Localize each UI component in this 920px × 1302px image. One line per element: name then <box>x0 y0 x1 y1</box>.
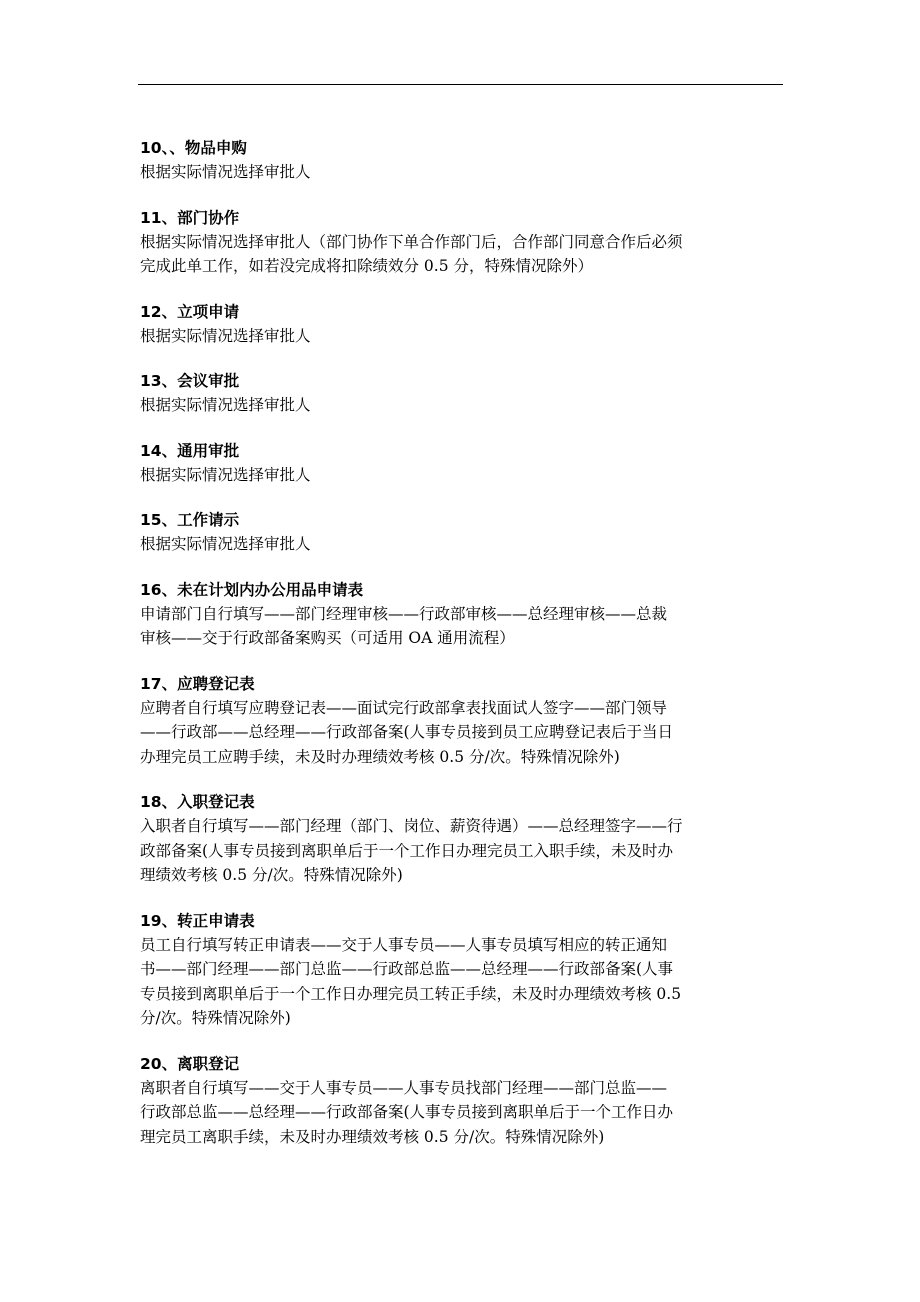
header-rule <box>138 84 783 85</box>
section-13 <box>140 369 785 418</box>
document-body <box>140 136 785 1170</box>
section-title: 15、工作请示 <box>140 511 240 529</box>
section-title: 19、转正申请表 <box>140 911 255 930</box>
text-line: 专员接到离职单后于一个工作日办理完员工转正手续，未及时办理绩效考核 0.5 <box>140 984 682 1003</box>
section-title: 18、入职登记表 <box>140 793 255 811</box>
section-text <box>140 160 785 185</box>
text-line: 完成此单工作，如若没完成将扣除绩效分 0.5 分，特殊情况除外） <box>140 257 594 275</box>
section-text <box>140 324 785 349</box>
section-18 <box>140 790 785 888</box>
section-title: 20、离职登记 <box>140 1054 240 1073</box>
section-title: 14、通用审批 <box>140 441 240 460</box>
section-text <box>140 696 785 770</box>
text-line: 应聘者自行填写应聘登记表——面试完行政部拿表找面试人签字——部门领导 <box>140 698 668 717</box>
section-19 <box>140 909 785 1031</box>
section-text <box>140 532 785 557</box>
section-title: 12、立项申请 <box>140 302 240 321</box>
text-line: 申请部门自行填写——部门经理审核——行政部审核——总经理审核——总裁 <box>140 604 668 623</box>
text-line: 根据实际情况选择审批人 <box>140 465 311 484</box>
text-line: 办理完员工应聘手续，未及时办理绩效考核 0.5 分/次。特殊情况除外) <box>140 747 620 766</box>
section-10 <box>140 136 785 185</box>
section-title: 11、部门协作 <box>140 208 240 227</box>
section-title: 17、应聘登记表 <box>140 674 255 693</box>
section-text <box>140 933 785 1031</box>
section-text <box>140 602 785 651</box>
text-line: 根据实际情况选择审批人 <box>140 326 311 345</box>
text-line: 根据实际情况选择审批人 <box>140 535 311 553</box>
text-line: 根据实际情况选择审批人 <box>140 396 311 414</box>
text-line: 根据实际情况选择审批人（部门协作下单合作部门后，合作部门同意合作后必须 <box>140 232 683 251</box>
text-line: 离职者自行填写——交于人事专员——人事专员找部门经理——部门总监—— <box>140 1078 668 1097</box>
section-15 <box>140 508 785 557</box>
section-title: 16、未在计划内办公用品申请表 <box>140 580 364 599</box>
section-20 <box>140 1052 785 1150</box>
text-line: 入职者自行填写——部门经理（部门、岗位、薪资待遇）——总经理签字——行 <box>140 817 683 835</box>
section-11 <box>140 206 785 279</box>
section-text <box>140 230 785 279</box>
text-line: 行政部总监——总经理——行政部备案(人事专员接到离职单后于一个工作日办 <box>140 1103 674 1121</box>
section-17 <box>140 672 785 770</box>
text-line: 根据实际情况选择审批人 <box>140 163 311 181</box>
section-text <box>140 463 785 488</box>
section-12 <box>140 300 785 349</box>
text-line: 理绩效考核 0.5 分/次。特殊情况除外) <box>140 866 403 884</box>
text-line: 分/次。特殊情况除外) <box>140 1009 291 1027</box>
text-line: 政部备案(人事专员接到离职单后于一个工作日办理完员工入职手续，未及时办 <box>140 841 674 860</box>
text-line: ——行政部——总经理——行政部备案(人事专员接到员工应聘登记表后于当日 <box>140 723 674 741</box>
text-line: 员工自行填写转正申请表——交于人事专员——人事专员填写相应的转正通知 <box>140 935 668 954</box>
section-14 <box>140 439 785 488</box>
section-16 <box>140 578 785 651</box>
text-line: 审核——交于行政部备案购买（可适用 OA 通用流程） <box>140 629 515 647</box>
section-title: 13、会议审批 <box>140 372 240 390</box>
section-text <box>140 1076 785 1150</box>
section-title: 10、、物品申购 <box>140 139 247 157</box>
section-text <box>140 814 785 888</box>
text-line: 理完员工离职手续，未及时办理绩效考核 0.5 分/次。特殊情况除外) <box>140 1127 605 1146</box>
section-text <box>140 393 785 418</box>
text-line: 书——部门经理——部门总监——行政部总监——总经理——行政部备案(人事 <box>140 960 674 978</box>
